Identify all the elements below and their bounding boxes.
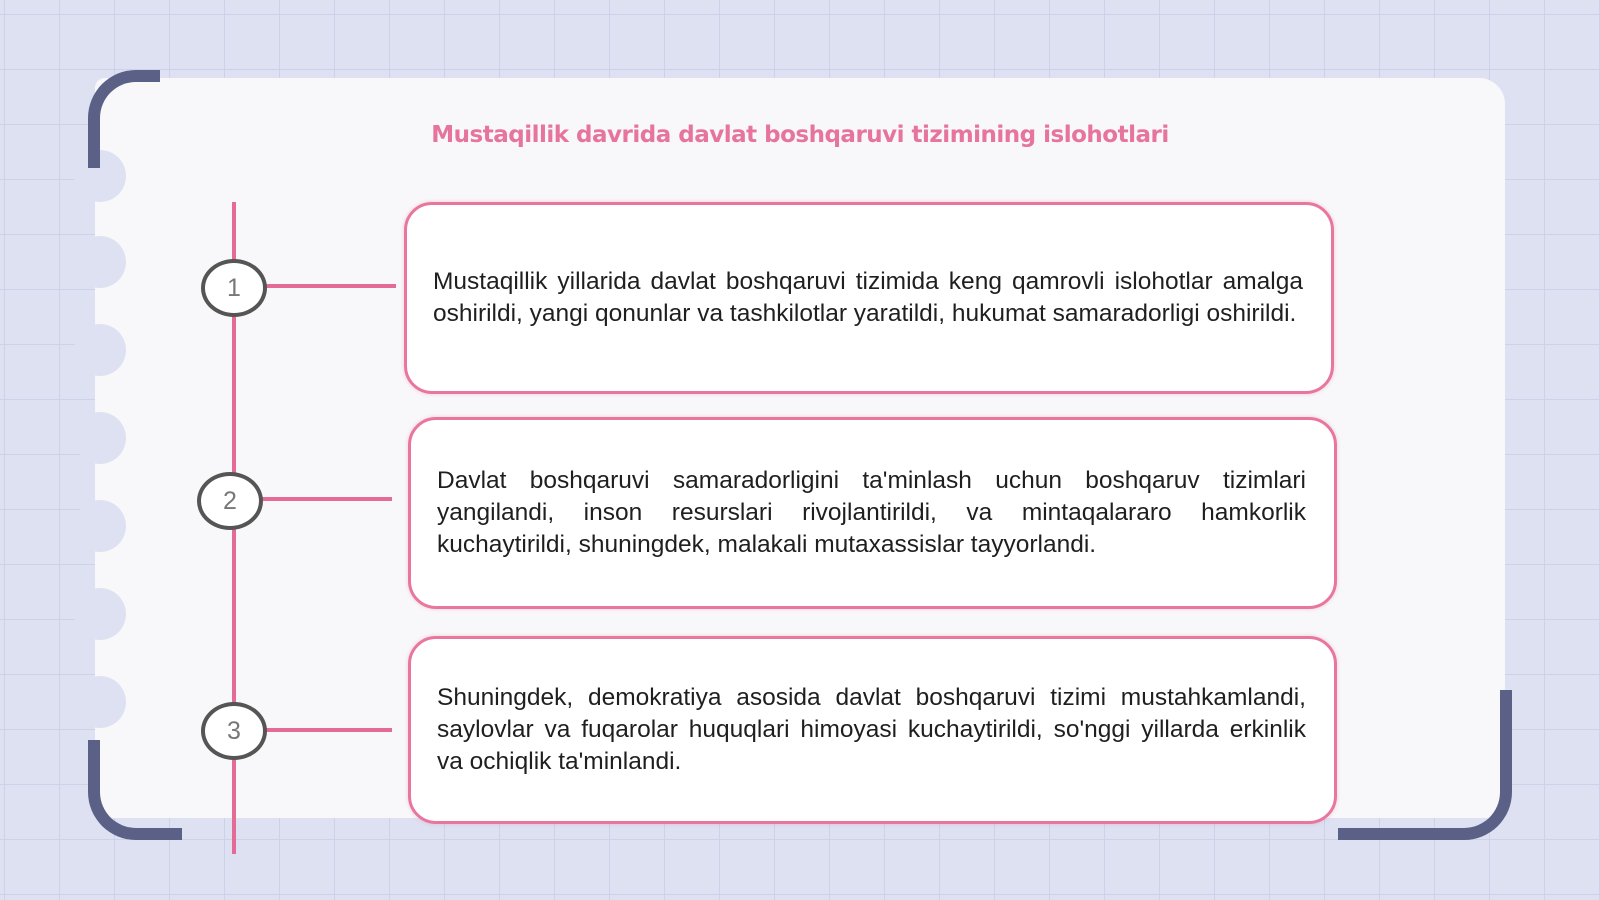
step-number-badge: 3	[201, 702, 267, 760]
step-number-badge: 1	[201, 259, 267, 317]
card-edge-scallop	[74, 236, 126, 288]
card-edge-scallop	[74, 412, 126, 464]
step-description: Shuningdek, demokratiya asosida davlat boshqaruvi tizimi mustahkamlandi, saylovlar va fuqarolar huquqlari himoyasi kuchaytirildi, so'nggi yillarda erkinlik va ochiqlik ta'minlandi.	[437, 684, 1306, 775]
step-number-badge: 2	[197, 472, 263, 530]
page-title: Mustaqillik davrida davlat boshqaruvi tizimining islohotlari	[431, 122, 1169, 148]
step-connector	[266, 728, 392, 732]
card-edge-scallop	[74, 324, 126, 376]
card-edge-scallop	[74, 500, 126, 552]
frame-bracket-bottom-left	[88, 740, 182, 840]
card-edge-scallop	[74, 588, 126, 640]
step-card	[404, 202, 1334, 394]
step-card	[408, 417, 1337, 609]
step-connector	[264, 284, 396, 288]
step-description: Mustaqillik yillarida davlat boshqaruvi tizimida keng qamrovli islohotlar amalga oshirildi, yangi qonunlar va tashkilotlar yaratildi, hukumat samaradorligi oshirildi.	[433, 268, 1303, 327]
card-edge-scallop	[74, 676, 126, 728]
step-description: Davlat boshqaruvi samaradorligini ta'minlash uchun boshqaruv tizimlari yangilandi, inson resurslari rivojlantirildi, va mintaqalararo hamkorlik kuchaytirildi, shuningdek, malakali mutaxassislar tayyorlandi.	[437, 467, 1306, 558]
step-card	[408, 636, 1337, 824]
step-connector	[262, 497, 392, 501]
frame-bracket-bottom-right	[1338, 690, 1512, 840]
